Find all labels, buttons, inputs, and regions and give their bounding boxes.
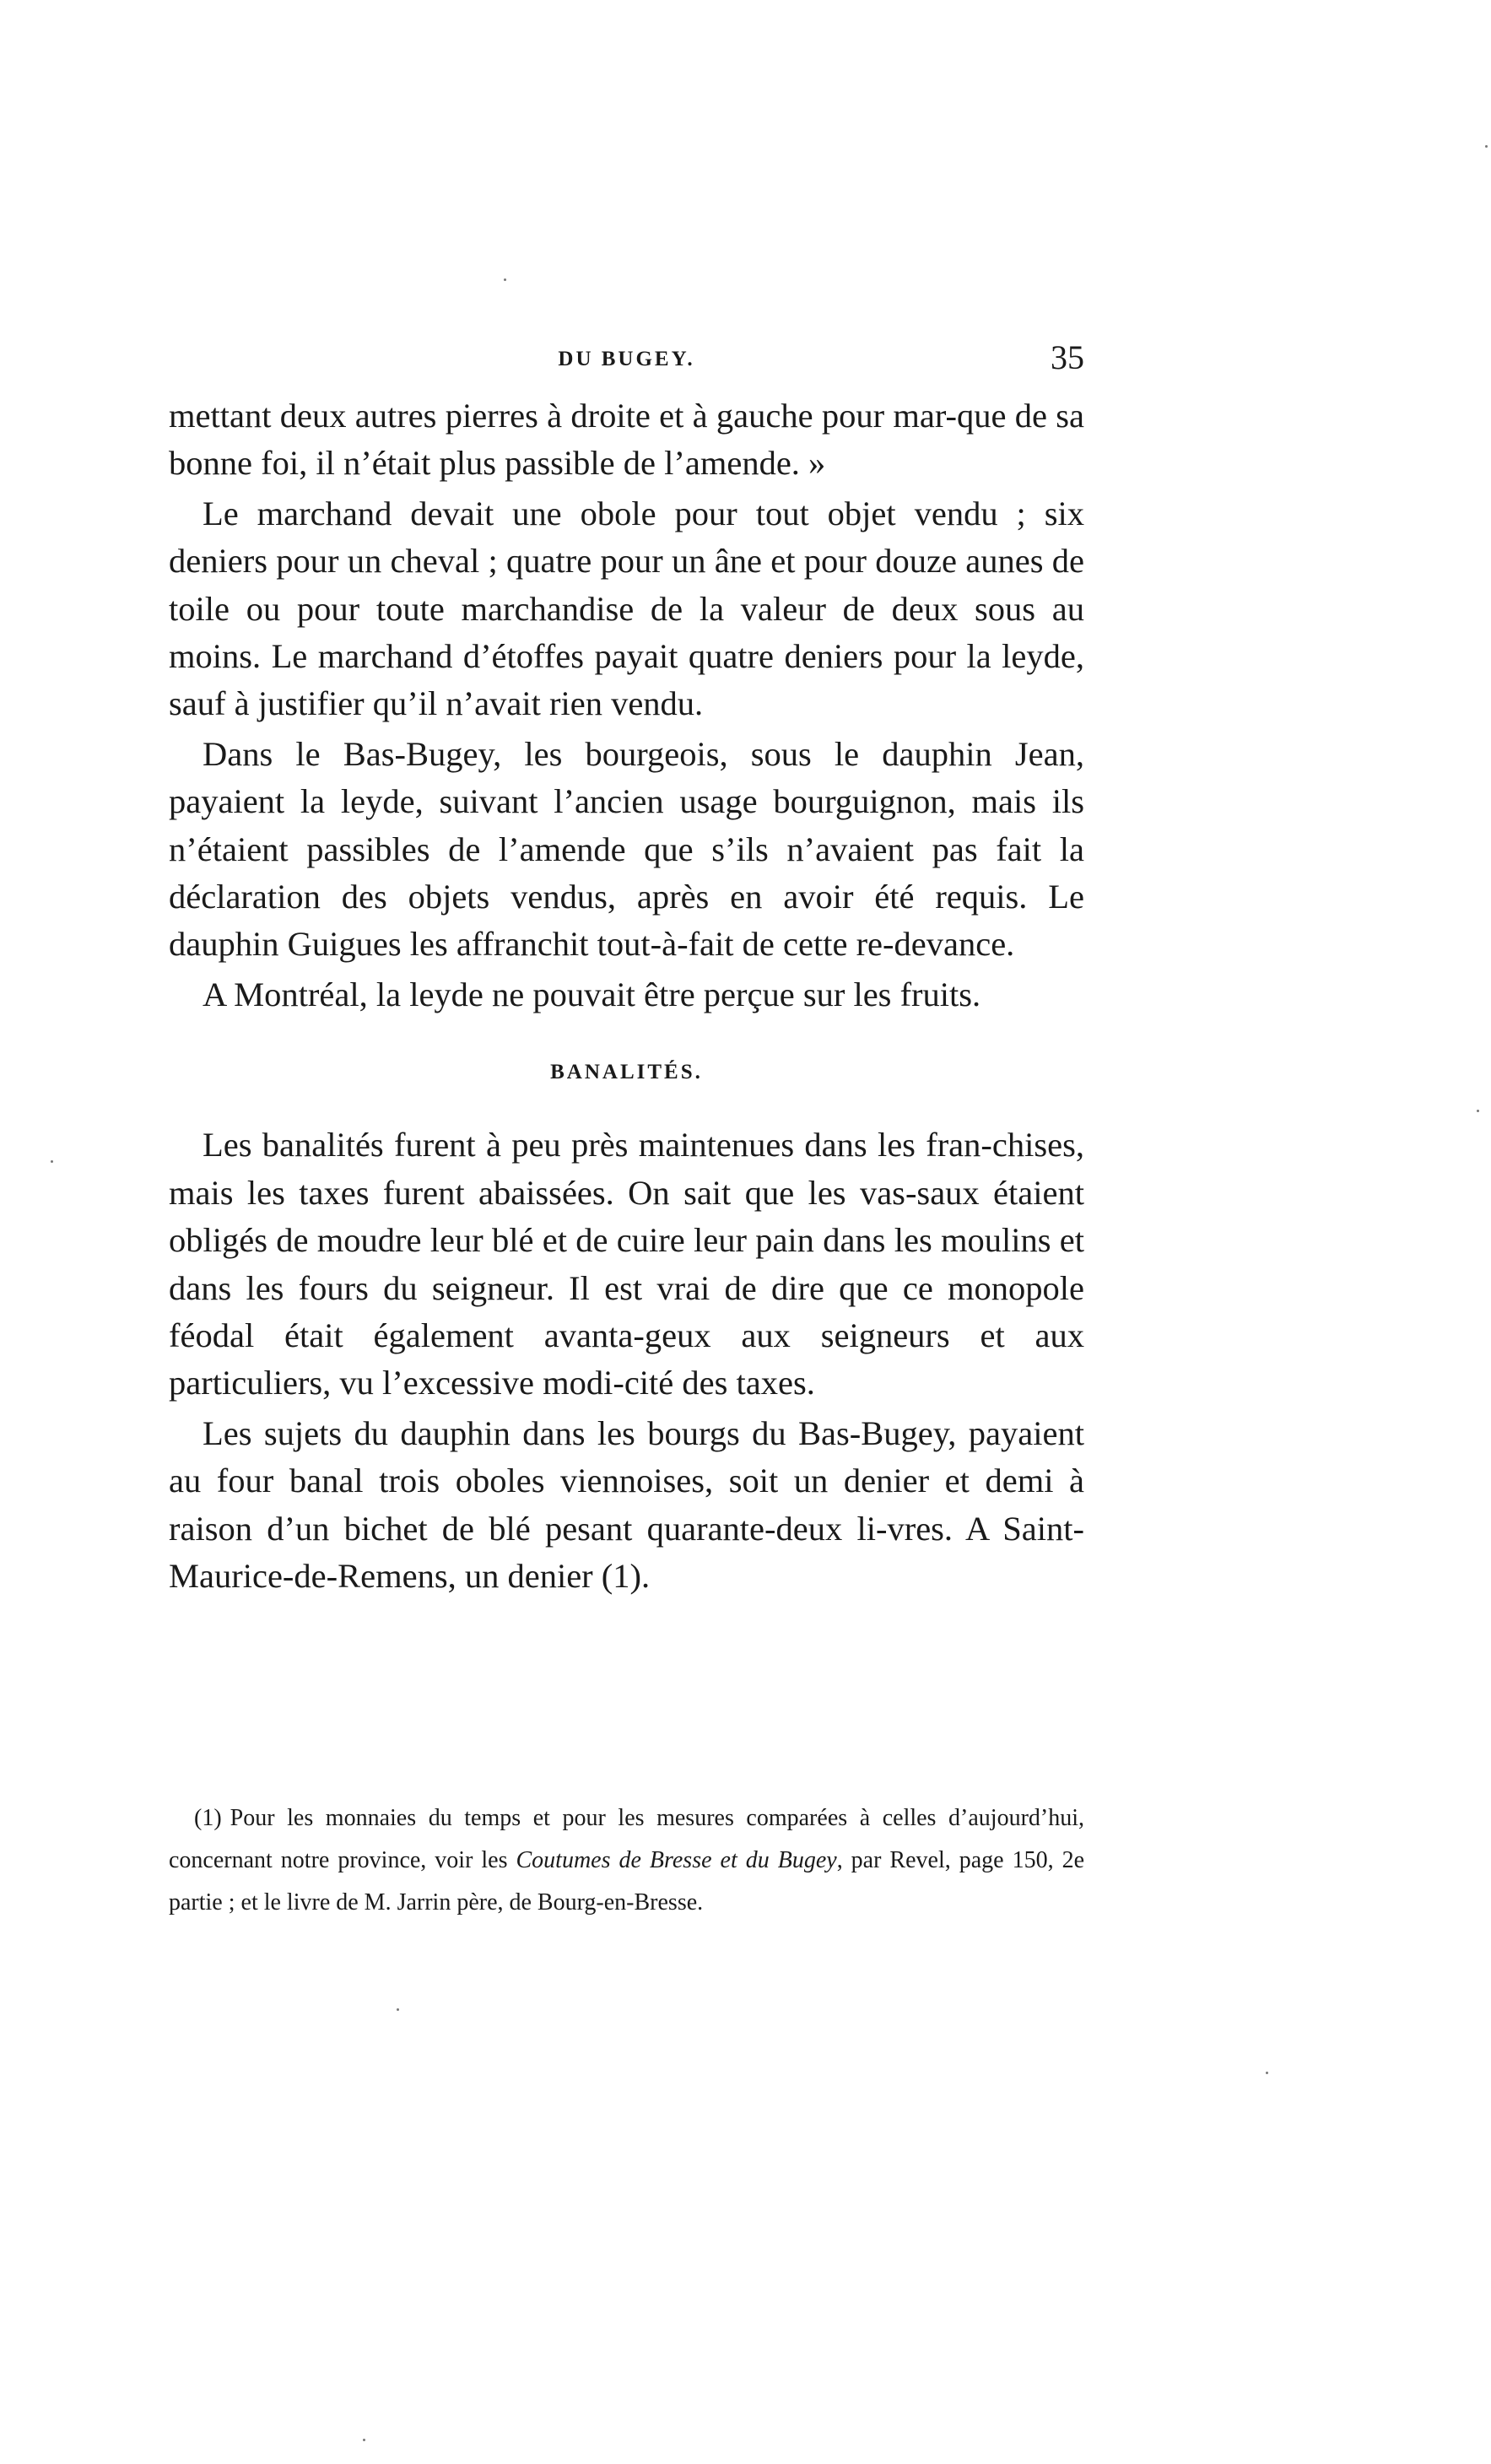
page-number: 35 xyxy=(1051,338,1084,376)
paragraph-bas-bugey-leyde: Dans le Bas-Bugey, les bourgeois, sous le dauphin Jean, payaient la leyde, suivant l’ancien usage bourguignon, mais ils n’étaient passibles de l’amende que s’ils n’avaient pas fait la déclaration des objets vendus, après en avoir été requis. Le dauphin Guigues les affranchit tout-à-fait de cette re-devance. xyxy=(169,734,1084,964)
body-text xyxy=(169,392,1084,1600)
footnote xyxy=(169,1797,1084,1924)
scan-speck xyxy=(1266,2072,1268,2074)
scan-speck xyxy=(51,1160,53,1163)
scan-speck xyxy=(363,2439,365,2441)
paragraph-marchand: Le marchand devait une obole pour tout objet vendu ; six deniers pour un cheval ; quatre pour un âne et pour douze aunes de toile ou pour toute marchandise de la valeur de deux sous au moins. Le marchand d’étoffes payait quatre deniers pour la leyde, sauf à justifier qu’il n’avait rien vendu. xyxy=(169,494,1084,723)
paragraph-amende: mettant deux autres pierres à droite et à gauche pour mar-que de sa bonne foi, il n’était plus passible de l’amende. » xyxy=(169,397,1084,483)
scan-speck xyxy=(397,2008,399,2011)
paragraph-montreal: A Montréal, la leyde ne pouvait être perçue sur les fruits. xyxy=(203,975,981,1013)
footnote-cited-title: Coutumes de Bresse et du Bugey xyxy=(516,1847,837,1873)
paragraph-four-banal: Les sujets du dauphin dans les bourgs du Bas-Bugey, payaient au four banal trois oboles viennoises, soit un denier et demi à raison d’un bichet de blé pesant quarante-deux li-vres. A Saint-Maurice-de-Remens, un denier (1). xyxy=(169,1413,1084,1595)
footnote-text-before: Pour les monnaies du temps et pour les mesures comparées à celles d’aujourd’hui, concernant notre province, voir les xyxy=(169,1805,1084,1873)
scan-speck xyxy=(1485,145,1488,148)
running-title: DU BUGEY. xyxy=(558,348,695,370)
scan-speck xyxy=(1477,1110,1479,1112)
footnote-marker: (1) xyxy=(194,1805,222,1831)
scan-speck xyxy=(504,278,506,281)
paragraph-banalites: Les banalités furent à peu près maintenues dans les fran-chises, mais les taxes furent abaissées. On sait que les vas-saux étaient obligés de moudre leur blé et de cuire leur pain dans les moulins et dans les fours du seigneur. Il est vrai de dire que ce monopole féodal était également avanta-geux aux seigneurs et aux particuliers, vu l’excessive modi-cité des taxes. xyxy=(169,1126,1084,1402)
footnote-block xyxy=(169,1797,1084,1924)
running-head xyxy=(169,338,1084,388)
section-heading-banalites: BANALITÉS. xyxy=(550,1061,703,1084)
footnote-text-after: , par Revel, page 150, 2e partie ; et le livre de M. Jarrin père, de Bourg-en-Bresse. xyxy=(169,1847,1085,1916)
